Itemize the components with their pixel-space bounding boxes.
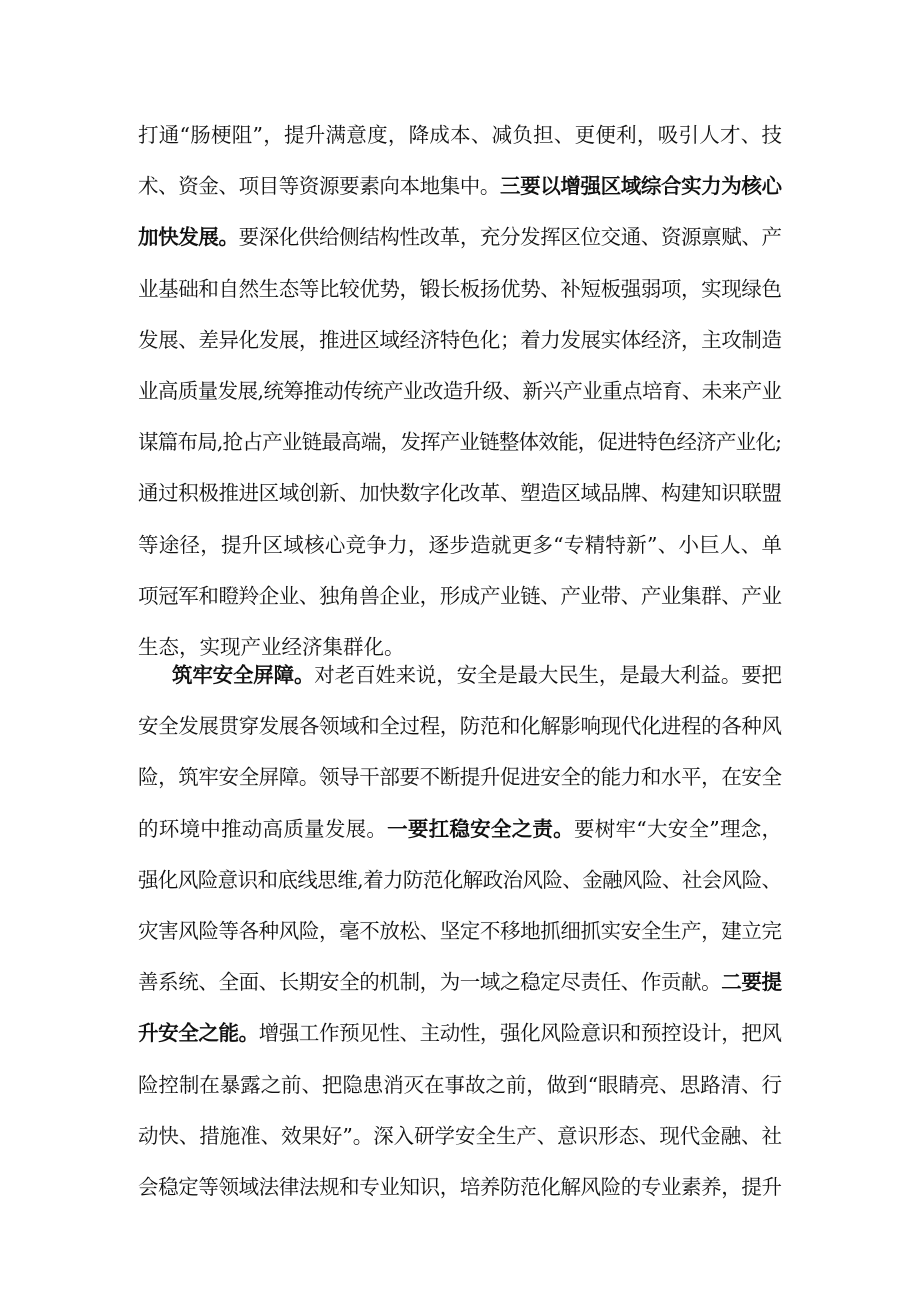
body-text: 要树牢“大安全”理念， — [573, 816, 783, 841]
text-line — [138, 163, 782, 209]
bold-heading-text: 一要扛稳安全之责。 — [387, 816, 574, 841]
body-text: 术、资金、项目等资源要素向本地集中。 — [138, 174, 501, 199]
text-line — [138, 959, 782, 1005]
bold-heading-text: 筑牢安全屏障。 — [172, 663, 315, 687]
text-line — [138, 317, 782, 363]
text-line — [138, 1164, 782, 1210]
body-text: 动快、措施准、效果好”。深入研学安全生产、意识形态、现代金融、社 — [138, 1123, 782, 1148]
body-text: 项冠军和瞪羚企业、独角兽企业，形成产业链、产业带、产业集群、产业 — [138, 583, 782, 608]
body-text: 生态，实现产业经济集群化。 — [138, 635, 405, 659]
body-text: 险，筑牢安全屏障。领导干部要不断提升促进安全的能力和水平，在安全 — [138, 765, 782, 790]
body-text: 的环境中推动高质量发展。 — [138, 816, 388, 841]
body-text: 谋篇布局,抢占产业链最高端，发挥产业链整体效能，促进特色经济产业化; — [138, 430, 782, 455]
body-text: 强化风险意识和底线思维,着力防范化解政治风险、金融风险、社会风险、 — [138, 867, 782, 892]
text-line — [138, 1113, 782, 1159]
body-text: 对老百姓来说，安全是最大民生，是最大利益。要把 — [314, 663, 782, 687]
body-text: 业基础和自然生态等比较优势，锻长板扬优势、补短板强弱项，实现绿色 — [138, 276, 782, 301]
text-line — [138, 857, 781, 903]
text-line — [138, 806, 782, 852]
body-text: 安全发展贯穿发展各领域和全过程，防范和化解影响现代化进程的各种风 — [138, 714, 782, 739]
body-text: 等途径，提升区域核心竞争力，逐步造就更多“专精特新”、小巨人、单 — [138, 532, 783, 557]
text-line — [138, 703, 782, 749]
body-text: 通过积极推进区域创新、加快数字化改革、塑造区域品牌、构建知识联盟 — [138, 481, 782, 506]
body-text: 要深化供给侧结构性改革，充分发挥区位交通、资源禀赋、产 — [238, 225, 782, 250]
text-line — [138, 419, 781, 465]
text-line — [138, 1062, 782, 1108]
body-text: 增强工作预见性、主动性，强化风险意识和预控设计，把风 — [258, 1021, 782, 1046]
text-line — [138, 754, 782, 800]
body-text: 会稳定等领域法律法规和专业知识，培养防范化解风险的专业素养，提升 — [138, 1175, 782, 1199]
text-line — [138, 1010, 782, 1056]
text-line — [138, 573, 782, 619]
bold-heading-text: 升安全之能。 — [138, 1021, 259, 1046]
text-line — [138, 266, 782, 312]
body-text: 险控制在暴露之前、把隐患消灭在事故之前，做到“眼睛亮、思路清、行 — [138, 1072, 782, 1097]
bold-heading-text: 三要以增强区域综合实力为核心 — [500, 174, 782, 199]
text-line — [138, 908, 782, 954]
body-text: 打通“肠梗阻”，提升满意度，降成本、减负担、更便利，吸引人才、技 — [138, 123, 783, 147]
body-text: 灾害风险等各种风险，毫不放松、坚定不移地抓细抓实安全生产，建立完 — [138, 919, 782, 943]
body-text: 业高质量发展,统筹推动传统产业改造升级、新兴产业重点培育、未来产业 — [138, 379, 782, 403]
text-line — [138, 522, 782, 568]
body-text: 发展、差异化发展，推进区域经济特色化；着力发展实体经济，主攻制造 — [138, 327, 782, 352]
bold-heading-text: 加快发展。 — [138, 225, 239, 250]
body-text: 善系统、全面、长期安全的机制，为一域之稳定尽责任、作贡献。 — [138, 970, 722, 995]
bold-heading-text: 二要提 — [721, 970, 782, 995]
text-line — [172, 652, 782, 698]
text-line — [138, 470, 782, 516]
text-line — [138, 112, 782, 158]
text-line — [138, 368, 781, 414]
text-line — [138, 214, 782, 260]
